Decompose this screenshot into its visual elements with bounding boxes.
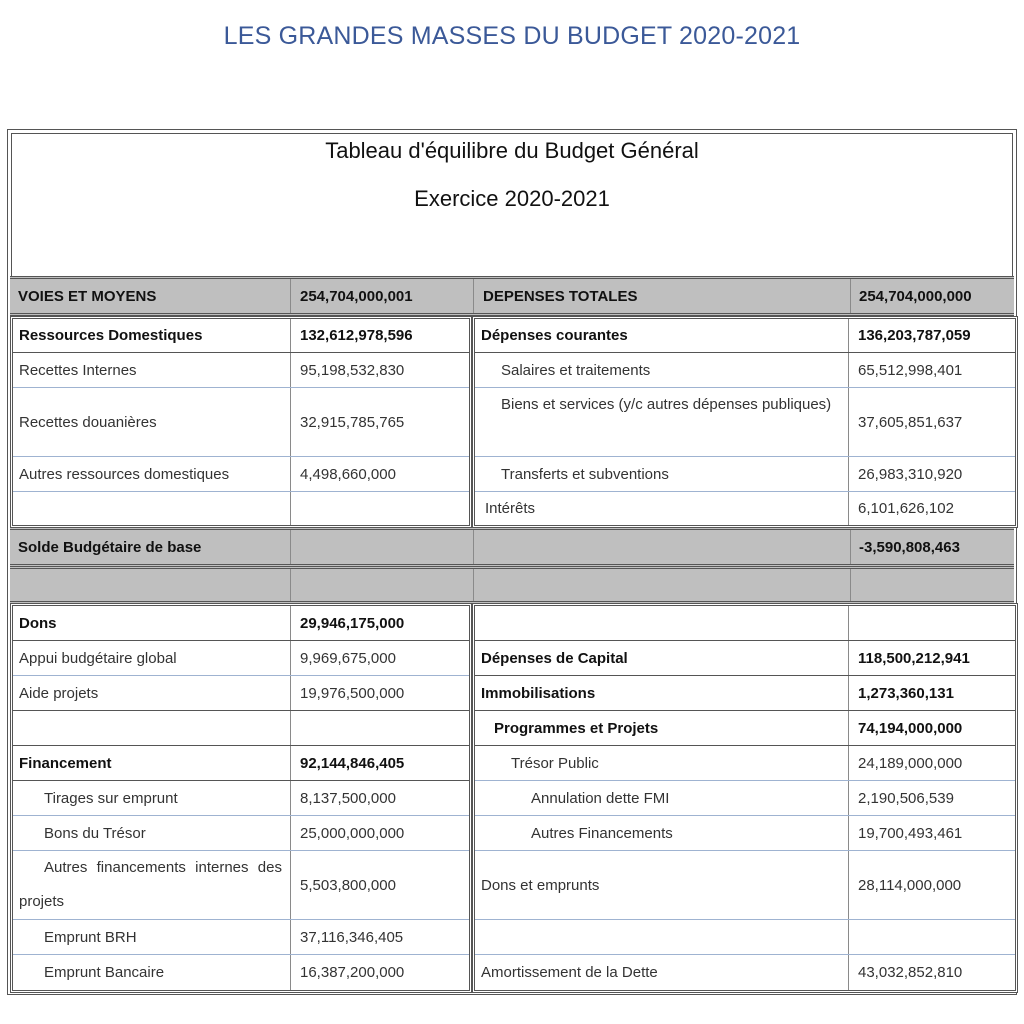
row-label: Bons du Trésor [44, 824, 146, 842]
row-value: 132,612,978,596 [300, 327, 413, 344]
table-row [475, 711, 1015, 746]
totals-band [10, 276, 1014, 316]
voies-et-moyens-label: VOIES ET MOYENS [18, 287, 157, 305]
row-label: Trésor Public [511, 754, 599, 772]
page-title: LES GRANDES MASSES DU BUDGET 2020-2021 [223, 22, 801, 50]
table-row [13, 457, 469, 492]
table-row [13, 606, 469, 641]
row-label: Transferts et subventions [501, 465, 669, 483]
row-value: 2,190,506,539 [858, 789, 954, 807]
row-value: 43,032,852,810 [858, 964, 963, 981]
row-value: 19,700,493,461 [858, 824, 963, 842]
row-value: 92,144,846,405 [300, 754, 405, 772]
table-row [475, 388, 1015, 457]
table-row [13, 781, 469, 816]
row-label: Autres Financements [531, 824, 673, 842]
row-label: Dépenses de Capital [481, 649, 628, 667]
row-label: Dons et emprunts [481, 876, 600, 894]
row-label: Dons [19, 614, 57, 632]
row-label: Tirages sur emprunt [44, 789, 178, 807]
row-label: Recettes douanières [19, 413, 157, 431]
row-value: 37,605,851,637 [858, 413, 963, 431]
table-row [13, 492, 469, 525]
row-label: Annulation dette FMI [531, 789, 670, 807]
balance-band [10, 527, 1014, 567]
table-row [13, 746, 469, 781]
row-value: 32,915,785,765 [300, 413, 405, 431]
row-label [19, 711, 282, 745]
row-value: 26,983,310,920 [858, 465, 963, 483]
row-value: 4,498,660,000 [300, 465, 396, 483]
row-label: Aide projets [19, 684, 99, 702]
row-label: Immobilisations [481, 684, 596, 702]
table-row [13, 388, 469, 457]
row-label: Autres ressources domestiques [19, 465, 230, 483]
row-value: 65,512,998,401 [858, 361, 963, 379]
table-row [13, 676, 469, 711]
table-row [475, 641, 1015, 676]
row-label: Intérêts [485, 500, 536, 517]
row-value: 37,116,346,405 [300, 928, 404, 946]
row-value: 6,101,626,102 [858, 500, 954, 517]
table-title: Tableau d'équilibre du Budget Général [325, 138, 699, 163]
row-label: Dépenses courantes [481, 327, 628, 344]
depenses-totales-value: 254,704,000,000 [859, 287, 972, 305]
row-label [19, 492, 282, 525]
solde-budgetaire-label: Solde Budgétaire de base [18, 538, 202, 556]
table-row [475, 492, 1015, 525]
row-label: Programmes et Projets [494, 719, 659, 737]
row-label: Autres financements internes des projets [19, 859, 282, 910]
row-label: Amortissement de la Dette [481, 964, 658, 981]
table-row [475, 676, 1015, 711]
row-value: 8,137,500,000 [300, 789, 396, 807]
row-value: 118,500,212,941 [858, 649, 970, 667]
row-value: 74,194,000,000 [858, 719, 963, 737]
row-value: 1,273,360,131 [858, 684, 954, 702]
row-label: Recettes Internes [19, 361, 137, 379]
row-label: Emprunt Bancaire [44, 964, 165, 981]
table-row [475, 353, 1015, 388]
table-row [475, 319, 1015, 353]
row-label: Emprunt BRH [44, 928, 137, 946]
voies-et-moyens-value: 254,704,000,001 [300, 287, 413, 305]
row-label: Biens et services (y/c autres dépenses publiques) [501, 396, 832, 413]
table-row [13, 641, 469, 676]
depenses-totales-label: DEPENSES TOTALES [483, 287, 638, 305]
table-row [475, 781, 1015, 816]
table-row [13, 319, 469, 353]
table-row [475, 457, 1015, 492]
row-value: 16,387,200,000 [300, 964, 405, 981]
table-subtitle: Exercice 2020-2021 [414, 186, 610, 211]
row-value: 136,203,787,059 [858, 327, 971, 344]
table-row [13, 711, 469, 746]
table-row [475, 851, 1015, 920]
row-value: 9,969,675,000 [300, 649, 396, 667]
section1-right-panel [472, 316, 1018, 528]
section2-right-panel [472, 603, 1018, 993]
row-value: 19,976,500,000 [300, 684, 405, 702]
row-value: 28,114,000,000 [858, 876, 962, 894]
table-row [13, 955, 469, 990]
table-row [475, 606, 1015, 641]
table-row [13, 816, 469, 851]
solde-budgetaire-value: -3,590,808,463 [859, 538, 960, 556]
table-row [13, 353, 469, 388]
section2-left-panel [10, 603, 472, 993]
table-header [10, 132, 1014, 276]
row-label: Salaires et traitements [501, 361, 651, 379]
empty-band [10, 566, 1014, 604]
section1-left-panel [10, 316, 472, 528]
row-value: 25,000,000,000 [300, 824, 405, 842]
table-row [13, 920, 469, 955]
table-row [475, 955, 1015, 990]
table-row [475, 920, 1015, 955]
row-label [481, 920, 840, 954]
row-label [481, 606, 840, 640]
table-row [13, 851, 469, 920]
row-label: Financement [19, 754, 112, 772]
row-label: Appui budgétaire global [19, 649, 177, 667]
table-row [475, 746, 1015, 781]
row-value: 95,198,532,830 [300, 361, 405, 379]
row-label: Ressources Domestiques [19, 327, 203, 344]
row-value: 29,946,175,000 [300, 614, 405, 632]
table-row [475, 816, 1015, 851]
row-value: 24,189,000,000 [858, 754, 963, 772]
row-value: 5,503,800,000 [300, 876, 396, 894]
